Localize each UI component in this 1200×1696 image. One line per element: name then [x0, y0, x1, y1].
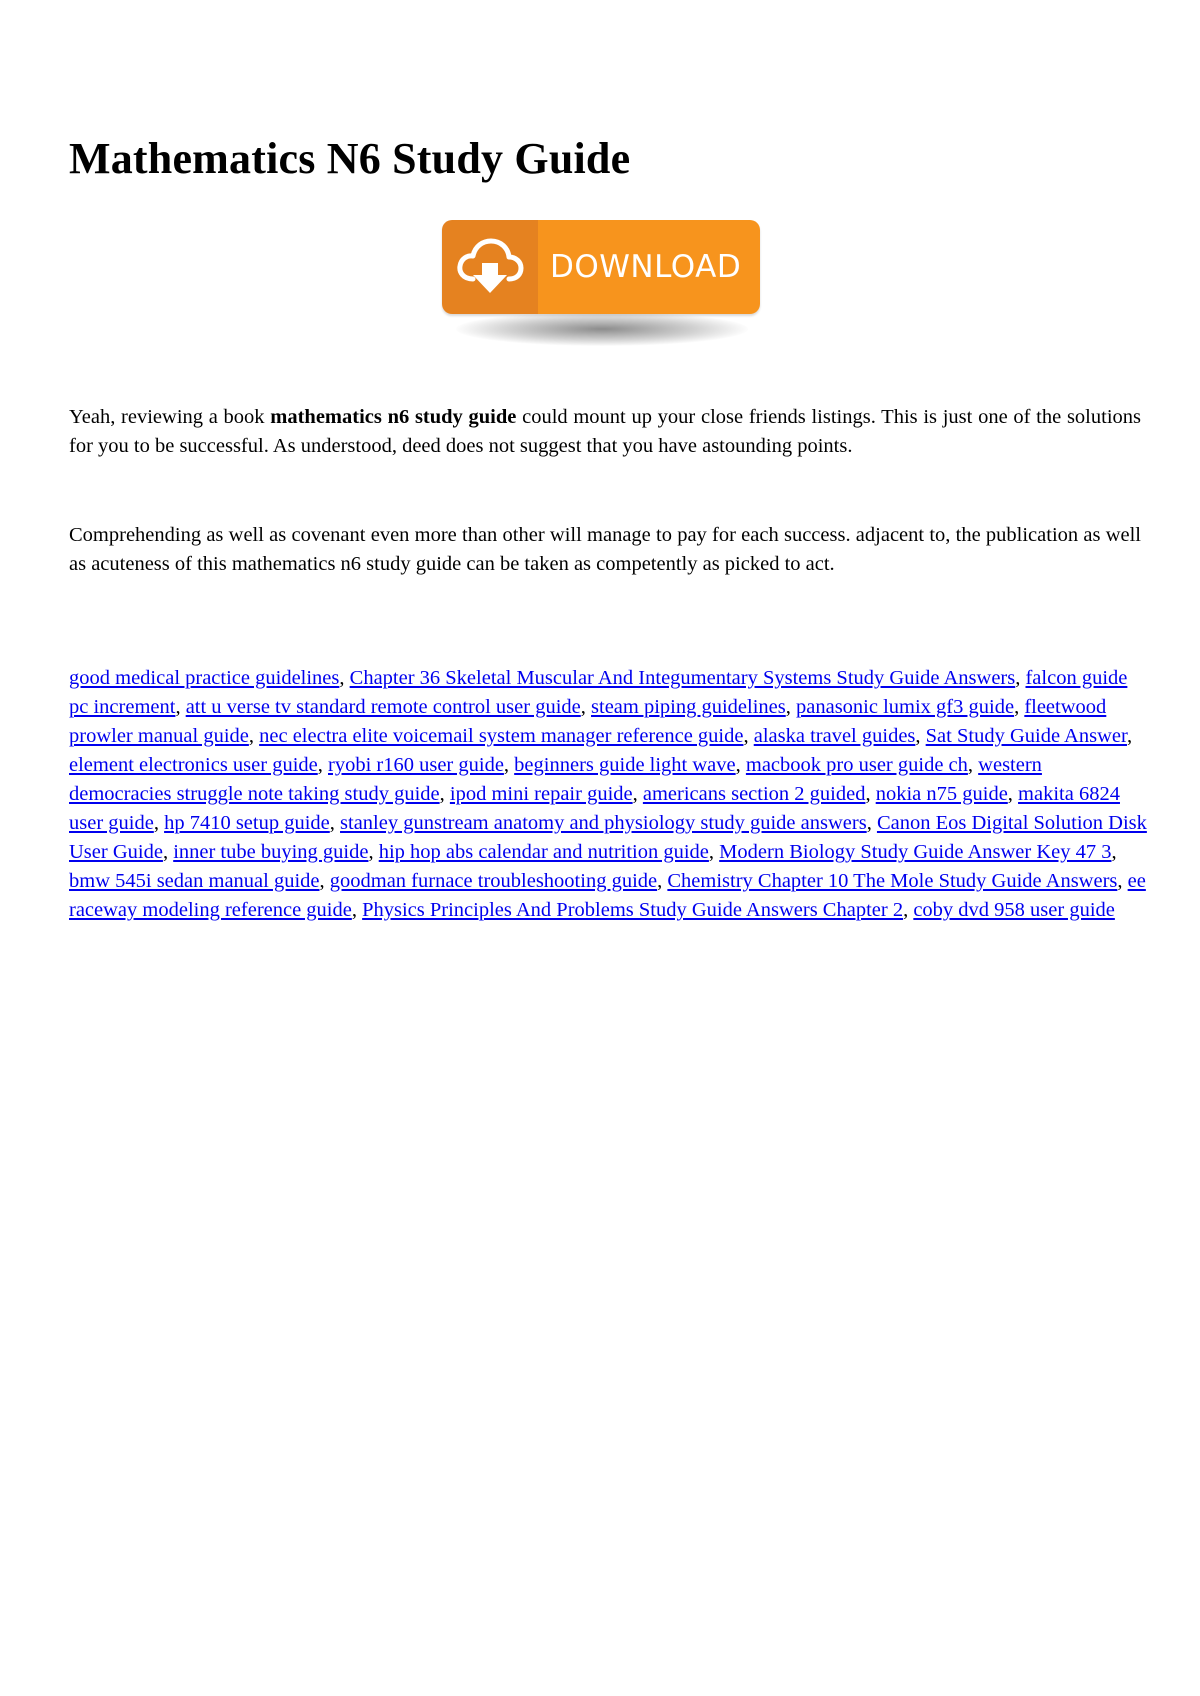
link-separator: ,: [329, 812, 341, 834]
link-separator: ,: [743, 725, 754, 747]
related-link[interactable]: hip hop abs calendar and nutrition guide: [378, 841, 709, 863]
related-link[interactable]: goodman furnace troubleshooting guide: [329, 870, 658, 892]
download-label: DOWNLOAD: [550, 249, 742, 285]
link-separator: ,: [865, 783, 876, 805]
link-separator: ,: [903, 899, 914, 921]
related-link[interactable]: Modern Biology Study Guide Answer Key 47 3: [719, 841, 1112, 863]
intro-text-before: Yeah, reviewing a book: [69, 406, 271, 428]
related-link[interactable]: steam piping guidelines: [591, 696, 786, 718]
link-separator: ,: [439, 783, 450, 805]
link-separator: ,: [866, 812, 877, 834]
link-separator: ,: [162, 841, 174, 863]
related-link[interactable]: Physics Principles And Problems Study Guide Answers Chapter 2: [362, 899, 904, 921]
download-button[interactable]: [442, 220, 760, 314]
related-link[interactable]: hp 7410 setup guide: [164, 812, 330, 834]
related-link[interactable]: coby dvd 958 user guide: [913, 899, 1115, 921]
link-separator: ,: [1117, 870, 1128, 892]
related-link[interactable]: western democracies struggle note taking study guide: [69, 754, 1042, 805]
related-link[interactable]: stanley gunstream anatomy and physiology study guide answers: [340, 812, 867, 834]
related-link[interactable]: falcon guide pc increment: [69, 667, 1128, 718]
link-separator: ,: [580, 696, 592, 718]
related-link[interactable]: good medical practice guidelines: [69, 667, 340, 689]
link-separator: ,: [967, 754, 979, 776]
related-links: [69, 664, 1149, 925]
link-separator: ,: [657, 870, 668, 892]
intro-keyword: mathematics n6 study guide: [270, 406, 517, 428]
related-link[interactable]: macbook pro user guide ch: [745, 754, 968, 776]
related-link[interactable]: Canon Eos Digital Solution Disk User Guide: [69, 812, 1147, 863]
link-separator: ,: [368, 841, 379, 863]
related-link[interactable]: panasonic lumix gf3 guide: [796, 696, 1015, 718]
link-separator: ,: [175, 696, 186, 718]
link-separator: ,: [1007, 783, 1019, 805]
download-button-shadow: [456, 312, 748, 346]
link-separator: ,: [153, 812, 165, 834]
related-link[interactable]: fleetwood prowler manual guide: [69, 696, 1107, 747]
related-link[interactable]: Chapter 36 Skeletal Muscular And Integumentary Systems Study Guide Answers: [349, 667, 1016, 689]
link-separator: ,: [1015, 667, 1026, 689]
download-area: [442, 220, 762, 370]
link-separator: ,: [317, 754, 328, 776]
link-separator: ,: [351, 899, 363, 921]
link-separator: ,: [503, 754, 515, 776]
related-link[interactable]: nec electra elite voicemail system manager reference guide: [259, 725, 744, 747]
link-separator: ,: [248, 725, 260, 747]
link-separator: ,: [785, 696, 796, 718]
link-separator: ,: [1014, 696, 1025, 718]
link-separator: ,: [1126, 725, 1133, 747]
cloud-download-icon: [455, 235, 525, 299]
link-separator: ,: [735, 754, 746, 776]
link-separator: ,: [632, 783, 643, 805]
related-link[interactable]: beginners guide light wave: [514, 754, 736, 776]
link-separator: ,: [319, 870, 330, 892]
intro-paragraph: [69, 403, 1141, 461]
link-separator: ,: [915, 725, 926, 747]
related-link[interactable]: inner tube buying guide: [173, 841, 369, 863]
related-link[interactable]: Sat Study Guide Answer: [925, 725, 1127, 747]
related-link[interactable]: makita 6824 user guide: [69, 783, 1120, 834]
related-link[interactable]: nokia n75 guide: [875, 783, 1008, 805]
related-link[interactable]: att u verse tv standard remote control user guide: [185, 696, 581, 718]
related-link[interactable]: Chemistry Chapter 10 The Mole Study Guide Answers: [667, 870, 1118, 892]
related-link[interactable]: bmw 545i sedan manual guide: [69, 870, 320, 892]
page-title: Mathematics N6 Study Guide: [69, 134, 631, 183]
link-separator: ,: [1111, 841, 1117, 863]
related-link[interactable]: ryobi r160 user guide: [328, 754, 504, 776]
link-separator: ,: [339, 667, 350, 689]
second-paragraph: Comprehending as well as covenant even more than other will manage to pay for each success. adjacent to, the publication as well as acuteness of this mathematics n6 study guide can be taken as competently as picked to act.: [69, 524, 1141, 575]
link-separator: ,: [708, 841, 720, 863]
related-link[interactable]: ipod mini repair guide: [449, 783, 633, 805]
download-icon-box: [442, 220, 538, 314]
intro-text-after: could mount up your close friends listings. This is just one of the solutions for you to be successful. As understood, deed does not suggest that you have astounding points.: [69, 406, 1141, 457]
related-link[interactable]: alaska travel guides: [753, 725, 916, 747]
related-link[interactable]: element electronics user guide: [69, 754, 318, 776]
related-link[interactable]: ee raceway modeling reference guide: [69, 870, 1146, 921]
related-link[interactable]: americans section 2 guided: [642, 783, 866, 805]
download-label-box: [538, 220, 760, 314]
